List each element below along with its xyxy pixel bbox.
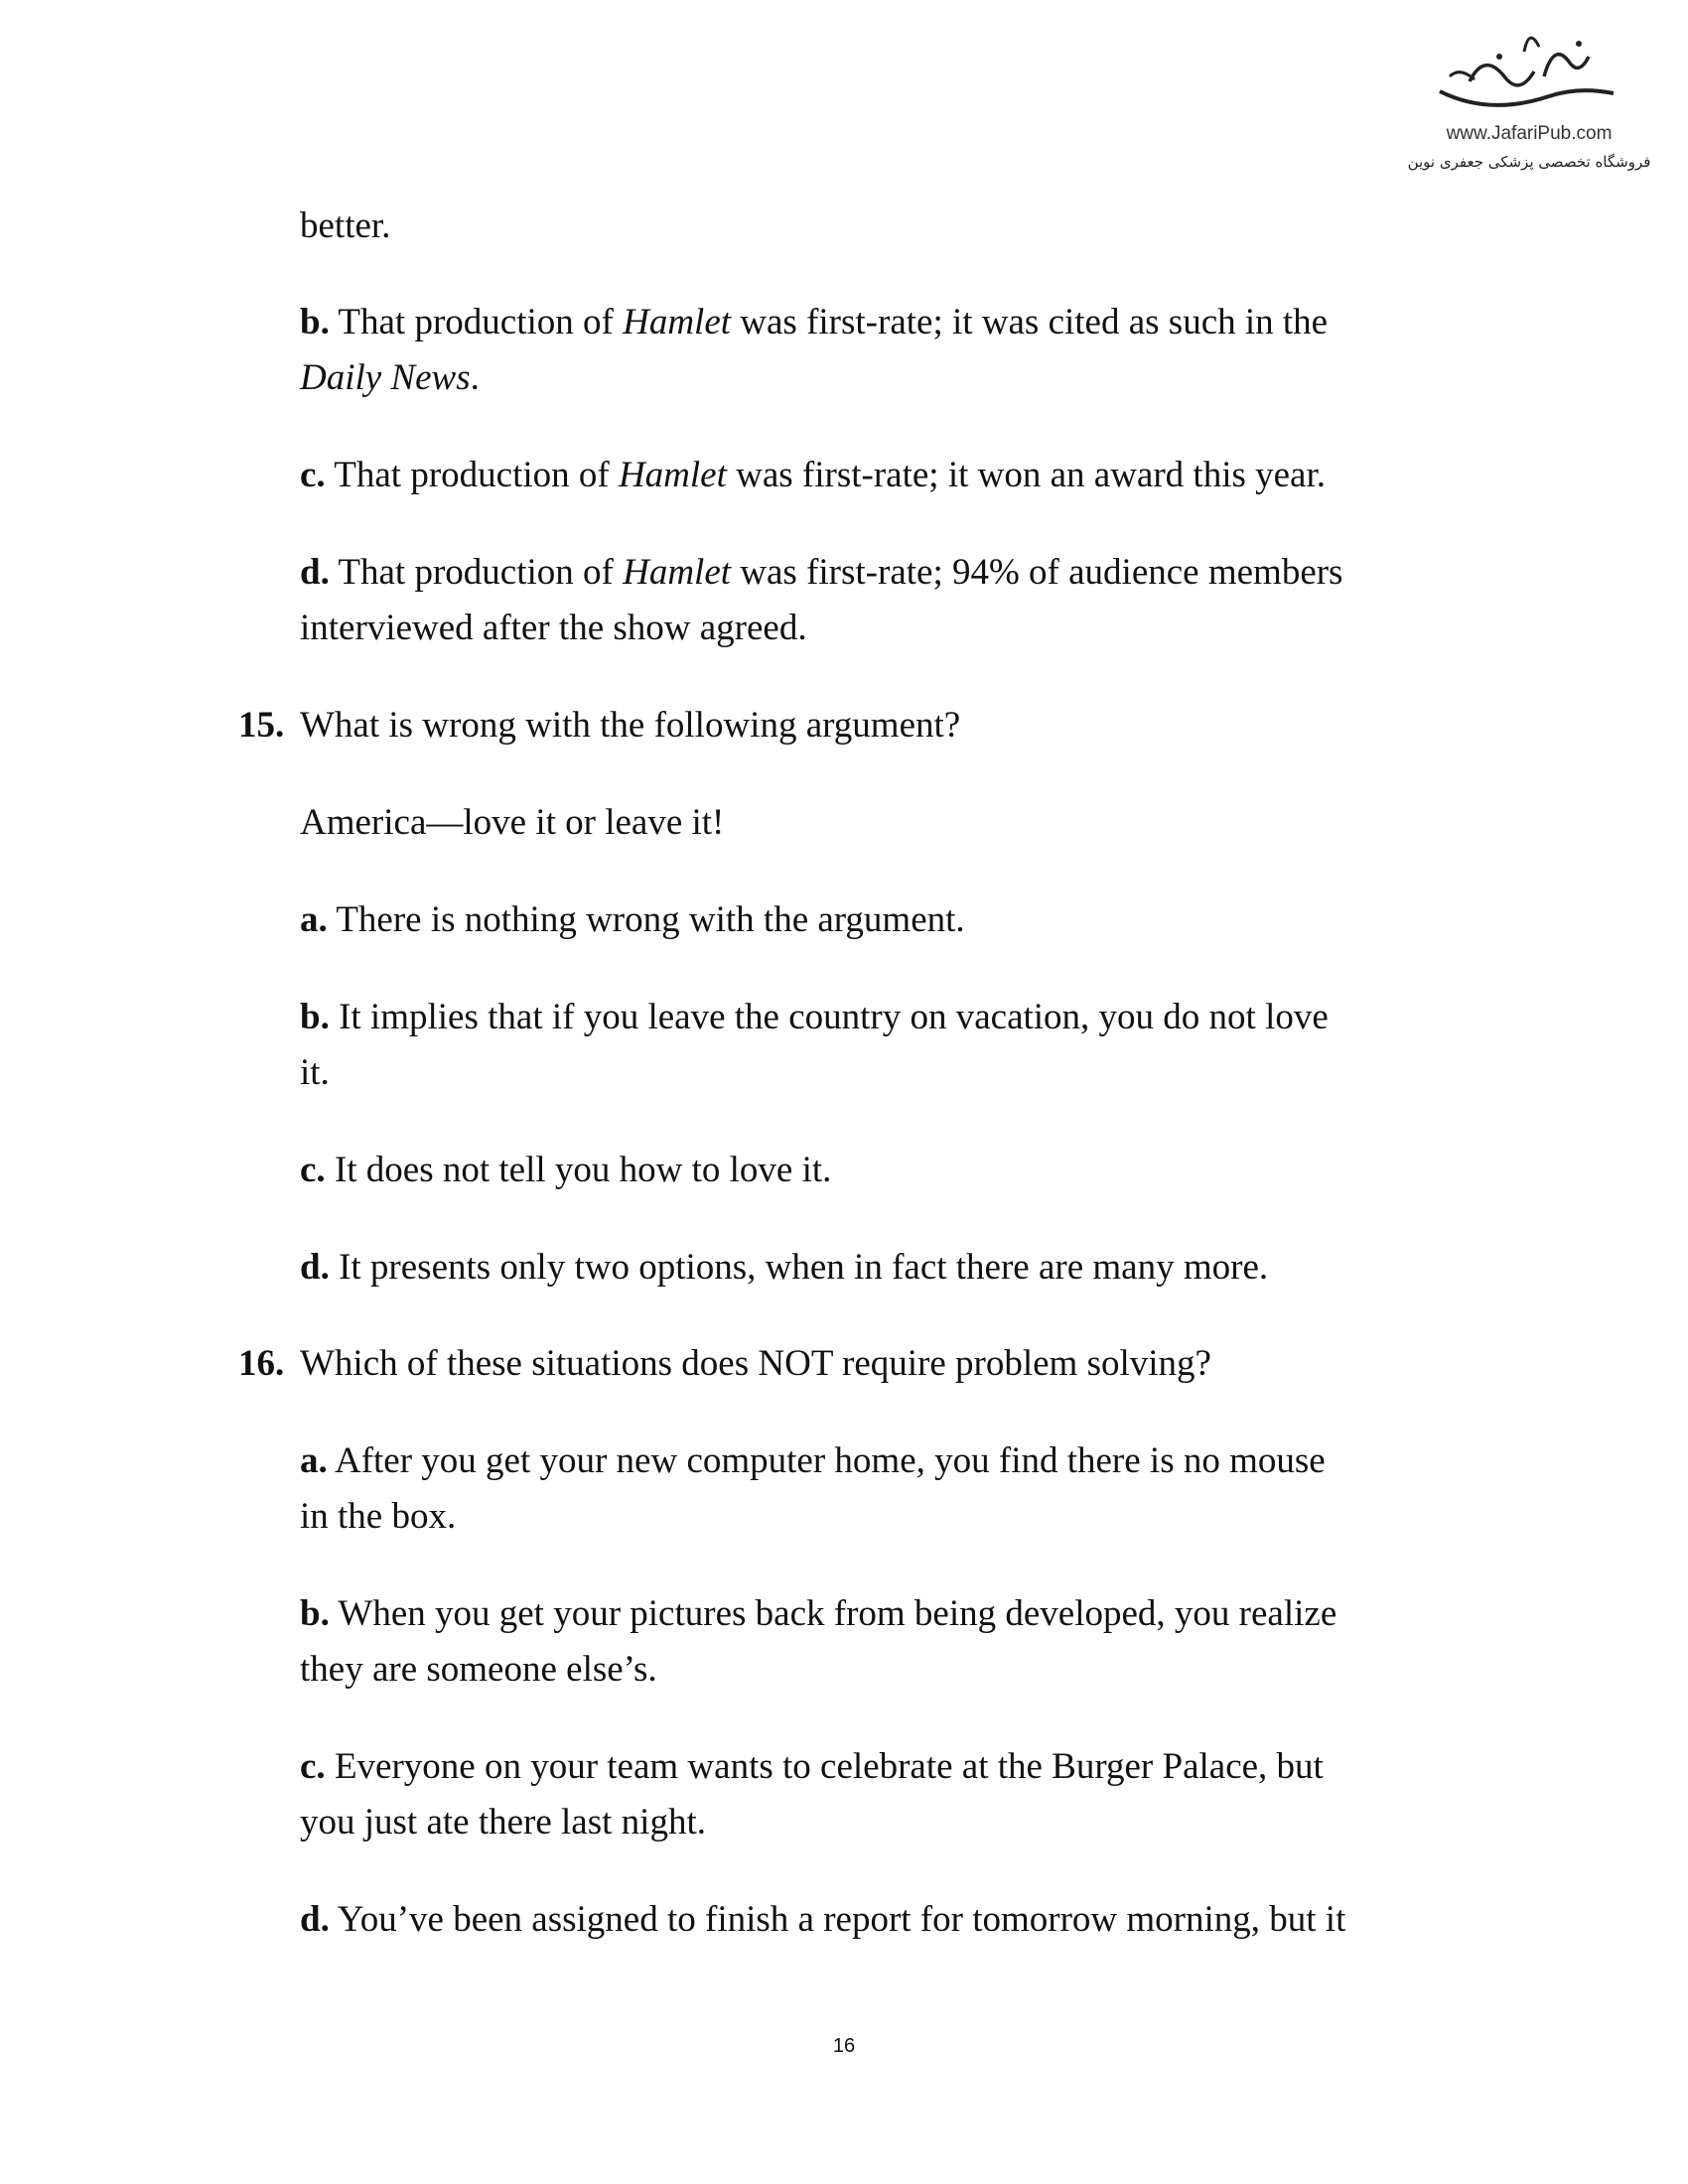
- option-label: a.: [300, 1440, 328, 1481]
- option-d: [300, 545, 1342, 601]
- option-b-continued: [300, 350, 480, 406]
- italic-title: Hamlet: [623, 302, 732, 342]
- option-label: b.: [300, 302, 330, 342]
- option-text: Everyone on your team wants to celebrate at the Burger Palace, but: [325, 1746, 1324, 1787]
- text-line: better.: [300, 205, 391, 246]
- option-a-continued: in the box.: [300, 1496, 457, 1537]
- option-c-continued: you just ate there last night.: [300, 1802, 706, 1843]
- option-label: a.: [300, 899, 328, 940]
- option-text: It presents only two options, when in fact there are many more.: [329, 1247, 1269, 1288]
- option-label: c.: [300, 1150, 326, 1190]
- italic-title: Daily News: [300, 357, 471, 398]
- option-text: That production of: [329, 552, 624, 593]
- option-b: [300, 1586, 1336, 1642]
- question-number: 16.: [238, 1343, 285, 1384]
- option-c: [300, 1143, 831, 1198]
- italic-title: Hamlet: [623, 552, 732, 593]
- publisher-logo: [1385, 22, 1673, 191]
- option-d: [300, 1892, 1345, 1948]
- option-text: You’ve been assigned to finish a report for tomorrow morning, but it: [329, 1899, 1346, 1940]
- option-text: When you get your pictures back from being developed, you realize: [329, 1593, 1337, 1634]
- option-label: d.: [300, 552, 330, 593]
- option-label: b.: [300, 997, 330, 1037]
- option-d-continued: interviewed after the show agreed.: [300, 608, 807, 648]
- option-c: [300, 1739, 1324, 1795]
- argument-quote: America—love it or leave it!: [300, 802, 725, 843]
- option-c: [300, 448, 1326, 503]
- option-text: was first-rate; 94% of audience members: [731, 552, 1343, 593]
- page-number: 16: [832, 2035, 856, 2057]
- option-label: d.: [300, 1247, 330, 1288]
- option-b: [300, 295, 1328, 350]
- publisher-shop-name: فروشگاه تخصصی پزشکی جعفری نوین: [1407, 153, 1651, 171]
- option-text: That production of: [325, 455, 619, 495]
- option-label: c.: [300, 1746, 326, 1787]
- option-label: d.: [300, 1899, 330, 1940]
- option-text: That production of: [329, 302, 624, 342]
- option-text: It implies that if you leave the country on vacation, you do not love: [329, 997, 1329, 1037]
- option-b-continued: they are someone else’s.: [300, 1649, 657, 1690]
- question-text: Which of these situations does NOT require problem solving?: [300, 1343, 1211, 1384]
- option-text: was first-rate; it won an award this year.: [726, 455, 1327, 495]
- question-text: What is wrong with the following argument?: [300, 705, 961, 746]
- option-text: It does not tell you how to love it.: [325, 1150, 832, 1190]
- option-label: c.: [300, 455, 326, 495]
- option-text: .: [470, 357, 480, 398]
- option-label: b.: [300, 1593, 330, 1634]
- option-a: [300, 1433, 1326, 1489]
- option-b: [300, 990, 1329, 1045]
- calligraphy-logo-icon: [1430, 22, 1628, 121]
- publisher-url: www.JafariPub.com: [1446, 123, 1613, 144]
- option-a: [300, 892, 965, 948]
- option-d: [300, 1240, 1268, 1296]
- italic-title: Hamlet: [618, 455, 727, 495]
- option-b-continued: it.: [300, 1052, 330, 1093]
- option-text: was first-rate; it was cited as such in the: [731, 302, 1329, 342]
- question-number: 15.: [238, 705, 285, 746]
- option-text: After you get your new computer home, you find there is no mouse: [327, 1440, 1326, 1481]
- option-text: There is nothing wrong with the argument.: [327, 899, 965, 940]
